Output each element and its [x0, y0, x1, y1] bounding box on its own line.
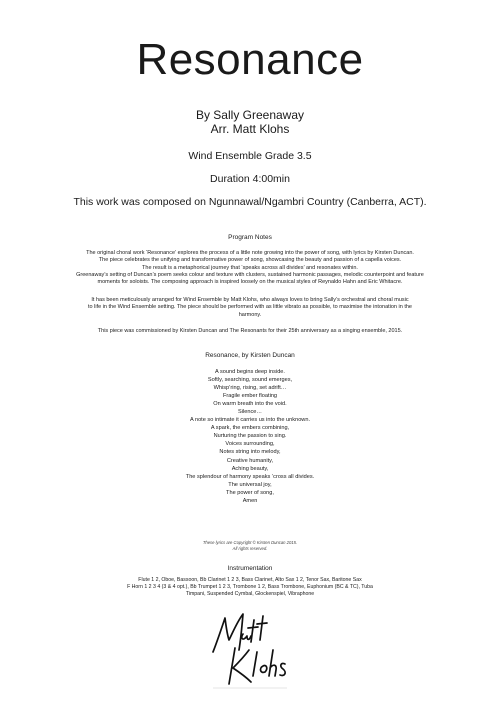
notes-line: The piece celebrates the unifying and transformative power of song, showcasing the beauty and passion of a capella voices. — [98, 257, 402, 264]
notes-line: harmony. — [238, 311, 262, 318]
program-notes-paragraph-2 — [56, 297, 444, 319]
instrumentation-line: Timpani, Suspended Cymbal, Glockenspiel, Vibraphone — [185, 591, 315, 598]
copyright-line: All rights reserved. — [232, 545, 268, 551]
poem-line: Notes string into melody, — [219, 449, 281, 456]
credits — [0, 108, 500, 136]
poem-lyrics — [100, 368, 400, 505]
poem-line: A note so intimate it carries us into the unknown. — [189, 417, 311, 424]
poem-line: Nurturing the passion to sing. — [213, 433, 287, 440]
page-title: Resonance — [136, 35, 364, 84]
copyright-line: These lyrics are Copyright © Kirsten Duncan 2015. — [202, 540, 298, 545]
notes-line: moments for soloists. The composing approach is inspired loosely on the musical styles of Reynaldo Hahn and Eric Whitacre. — [97, 279, 403, 286]
notes-line: to life in the Wind Ensemble setting. The piece should be performed with as little vibrato as possible, to maximise the intonation in the — [88, 304, 412, 311]
notes-line: Greenaway’s setting of Duncan’s poem seeks colour and texture with clusters, sustained harmonic passages, melodic counterpoint and feature — [76, 271, 424, 278]
duration-line: Duration 4:00min — [210, 173, 290, 185]
notes-line: The original choral work ‘Resonance’ explores the process of a little note growing into the power of song, with lyrics by Kirsten Duncan. — [86, 250, 414, 256]
program-notes-paragraph-1 — [56, 250, 444, 286]
instrumentation-heading: Instrumentation — [227, 565, 273, 572]
instrumentation-list — [40, 577, 460, 598]
poem-line: A spark, the embers combining, — [210, 425, 290, 432]
matt-klohs-logo — [205, 608, 295, 694]
instrumentation-line: Flute 1 2, Oboe, Bassoon, Bb Clarinet 1 2 3, Bass Clarinet, Alto Sax 1 2, Tenor Sax, Baritone Sax — [138, 577, 362, 583]
instrumentation-line: F Horn 1 2 3 4 (3 & 4 opt.), Bb Trumpet 1 2 3, Trombone 1 2, Bass Trombone, Euphonium (BC & TC), Tuba — [127, 584, 373, 591]
poem-line: Softly, searching, sound emerges, — [207, 377, 293, 384]
grade-line: Wind Ensemble Grade 3.5 — [188, 150, 312, 162]
poem-line: The universal joy, — [228, 481, 272, 488]
program-notes-heading: Program Notes — [228, 234, 272, 241]
poem-line: Fragile ember floating — [222, 393, 278, 400]
poem-line: A sound begins deep inside. — [215, 369, 285, 375]
poem-line: Silence… — [238, 409, 262, 416]
poem-line: On warm breath into the void. — [213, 401, 287, 408]
arranger-credit: Arr. Matt Klohs — [210, 122, 290, 136]
program-notes-paragraph-3 — [56, 328, 444, 335]
poem-line: Voices surrounding, — [225, 441, 275, 448]
poem-line: Whisp’ring, rising, set adrift… — [213, 385, 287, 392]
notes-line: This piece was commissioned by Kirsten Duncan and The Resonants for their 25th anniversary as a singing ensemble, 2015. — [97, 328, 403, 334]
poem-line: Amen — [242, 497, 258, 504]
country-acknowledgement: This work was composed on Ngunnawal/Ngambri Country (Canberra, ACT). — [73, 196, 427, 208]
poem-heading: Resonance, by Kirsten Duncan — [205, 352, 295, 359]
poem-line: Aching beauty, — [231, 465, 269, 472]
composer-credit: By Sally Greenaway — [195, 108, 305, 122]
lyrics-copyright — [150, 540, 350, 551]
poem-line: Creative humanity, — [226, 457, 274, 464]
poem-line: The splendour of harmony speaks ‘cross all divides. — [185, 473, 315, 480]
poem-line: The power of song, — [226, 489, 274, 496]
notes-line: The result is a metaphorical journey that ‘speaks across all divides’ and resonates within. — [142, 264, 358, 271]
notes-line: It has been meticulously arranged for Wind Ensemble by Matt Klohs, who always loves to bring Sally’s orchestral and choral music — [91, 297, 409, 303]
